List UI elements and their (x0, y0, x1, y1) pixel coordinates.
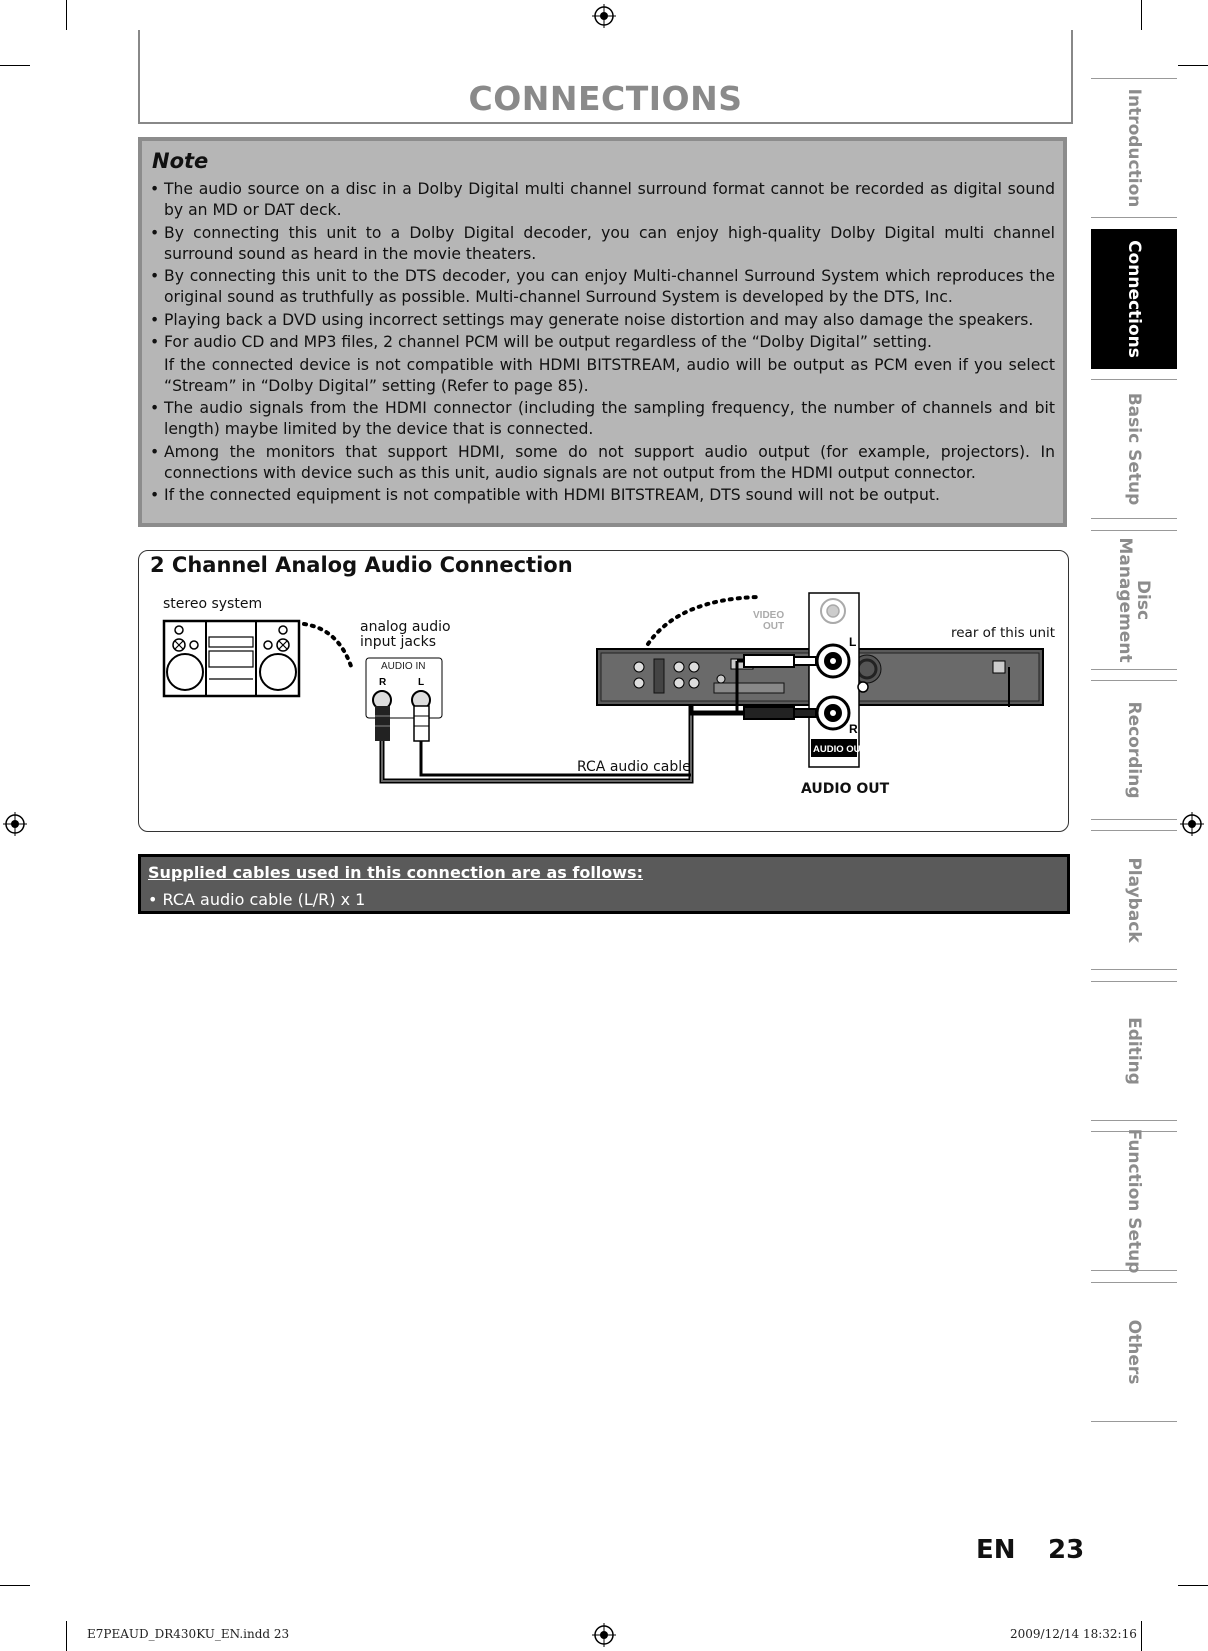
note-item: • By connecting this unit to a Dolby Digital decoder, you can enjoy high-quality Dolby Digital multi channel surround sound as heard in the movie theaters. (150, 223, 1055, 263)
registration-mark-icon (592, 4, 616, 28)
tab-label: Others (1124, 1319, 1144, 1385)
tab-label-line2: Management (1115, 537, 1135, 663)
footer-filename: E7PEAUD_DR430KU_EN.indd 23 (87, 1627, 290, 1641)
tab-recording[interactable] (1091, 680, 1177, 820)
note-item-text: By connecting this unit to a Dolby Digital decoder, you can enjoy high-quality Dolby Digital multi channel surround sound as heard in the movie theaters. (164, 223, 1055, 263)
crop-mark (0, 1585, 30, 1586)
note-heading: Note (152, 149, 209, 173)
audio-out-badge: AUDIO OUT (813, 744, 867, 755)
jack-l-text: L (418, 677, 425, 688)
language-code: EN (976, 1535, 1016, 1565)
crop-mark (66, 0, 67, 30)
note-item: • By connecting this unit to the DTS decoder, you can enjoy Multi-channel Surround System which reproduces the original sound as truthfully as possible. Multi-channel Surround System is developed by the DTS, Inc. (150, 267, 1055, 306)
tab-label: Playback (1124, 857, 1144, 943)
crop-mark (66, 1621, 67, 1651)
crop-mark (1141, 0, 1142, 30)
tab-connections[interactable] (1091, 229, 1177, 369)
tab-introduction[interactable] (1091, 78, 1177, 218)
note-item-text: By connecting this unit to the DTS decoder, you can enjoy Multi-channel Surround System which reproduces the original sound as truthfully as possible. Multi-channel Surround System is developed by the DTS, Inc. (164, 267, 1055, 306)
crop-mark (1178, 65, 1208, 66)
tab-playback[interactable] (1091, 830, 1177, 970)
connection-illustration (139, 551, 1067, 830)
analog-jacks-label-line1: analog audio (360, 619, 451, 635)
note-item: • For audio CD and MP3 files, 2 channel PCM will be output regardless of the “Dolby Digital” setting. (150, 333, 932, 351)
tab-label: Function Setup (1124, 1128, 1144, 1274)
tab-others[interactable] (1091, 1282, 1177, 1422)
rca-cable-label: RCA audio cable (577, 759, 691, 775)
zoom-r-text: R (849, 722, 858, 736)
registration-mark-icon (3, 812, 27, 836)
crop-mark (1178, 1585, 1208, 1586)
registration-mark-icon (1180, 812, 1204, 836)
tab-label: Basic Setup (1124, 392, 1144, 506)
note-item: • The audio source on a disc in a Dolby Digital multi channel surround format cannot be recorded as digital sound by an MD or DAT deck. (150, 180, 1055, 219)
note-item-text: If the connected equipment is not compatible with HDMI BITSTREAM, DTS sound will not be output. (164, 486, 940, 504)
video-out-text-1: VIDEO (753, 610, 785, 621)
note-item-text: For audio CD and MP3 files, 2 channel PCM will be output regardless of the “Dolby Digital” setting. (164, 333, 932, 351)
page-number: 23 (1048, 1535, 1085, 1565)
zoom-l-text: L (849, 635, 857, 649)
tab-editing[interactable] (1091, 981, 1177, 1121)
tab-function-setup[interactable] (1091, 1128, 1177, 1274)
supplied-cable-item: • RCA audio cable (L/R) x 1 (148, 890, 366, 909)
note-item: • The audio signals from the HDMI connector (including the sampling frequency, the number of channels and bit length) maybe limited by the device that is connected. (150, 399, 1055, 438)
note-list (150, 179, 1055, 508)
note-item-text: Among the monitors that support HDMI, some do not support audio output (for example, projectors). In connections with device such as this unit, audio signals are not output from the HDMI output connector. (164, 442, 1055, 482)
note-item-text: The audio source on a disc in a Dolby Digital multi channel surround format cannot be recorded as digital sound by an MD or DAT deck. (164, 180, 1055, 219)
crop-mark (1141, 1621, 1142, 1651)
note-item: • If the connected equipment is not compatible with HDMI BITSTREAM, DTS sound will not be output. (150, 486, 940, 504)
tab-label (1116, 537, 1152, 662)
video-out-text-2: OUT (763, 621, 785, 632)
rear-of-unit-label: rear of this unit (951, 625, 1056, 641)
analog-jacks-label-line2: input jacks (360, 634, 437, 650)
tab-basic-setup[interactable] (1091, 379, 1177, 519)
registration-mark-icon (592, 1623, 616, 1647)
title-frame (138, 30, 1073, 124)
note-item-subparagraph: If the connected device is not compatible with HDMI BITSTREAM, audio will be output as PCM even if you select “Stream” in “Dolby Digital” setting (Refer to page 85). (164, 355, 1055, 395)
supplied-cables-heading: Supplied cables used in this connection are as follows: (148, 863, 643, 882)
note-item: • Playing back a DVD using incorrect settings may generate noise distortion and may also damage the speakers. (150, 310, 1034, 329)
stereo-system-label: stereo system (163, 596, 263, 612)
connection-diagram (138, 550, 1069, 832)
jack-r-text: R (379, 677, 387, 688)
tab-label: Recording (1124, 701, 1144, 799)
tab-label-line1: Disc (1133, 579, 1153, 621)
note-item-text: The audio signals from the HDMI connector (including the sampling frequency, the number of channels and bit length) maybe limited by the device that is connected. (164, 399, 1055, 438)
stereo-system-icon (164, 621, 299, 696)
tab-label: Connections (1124, 240, 1144, 358)
note-box (138, 137, 1067, 527)
note-item-text: Playing back a DVD using incorrect settings may generate noise distortion and may also damage the speakers. (164, 310, 1034, 329)
section-title: 2 Channel Analog Audio Connection (150, 553, 573, 577)
crop-mark (0, 65, 30, 66)
supplied-cables-box (138, 854, 1070, 914)
audio-out-label: AUDIO OUT (801, 781, 890, 797)
page-title: CONNECTIONS (468, 79, 743, 118)
tab-label: Editing (1124, 1017, 1144, 1085)
audio-out-zoom-icon (809, 593, 868, 767)
footer-timestamp: 2009/12/14 18:32:16 (1010, 1627, 1137, 1641)
audio-in-text: AUDIO IN (381, 661, 426, 672)
tab-disc-management[interactable] (1091, 530, 1177, 670)
tab-label: Introduction (1124, 88, 1144, 208)
note-item: • Among the monitors that support HDMI, some do not support audio output (for example, projectors). In connections with device such as this unit, audio signals are not output from the HDMI output connector. (150, 442, 1055, 482)
